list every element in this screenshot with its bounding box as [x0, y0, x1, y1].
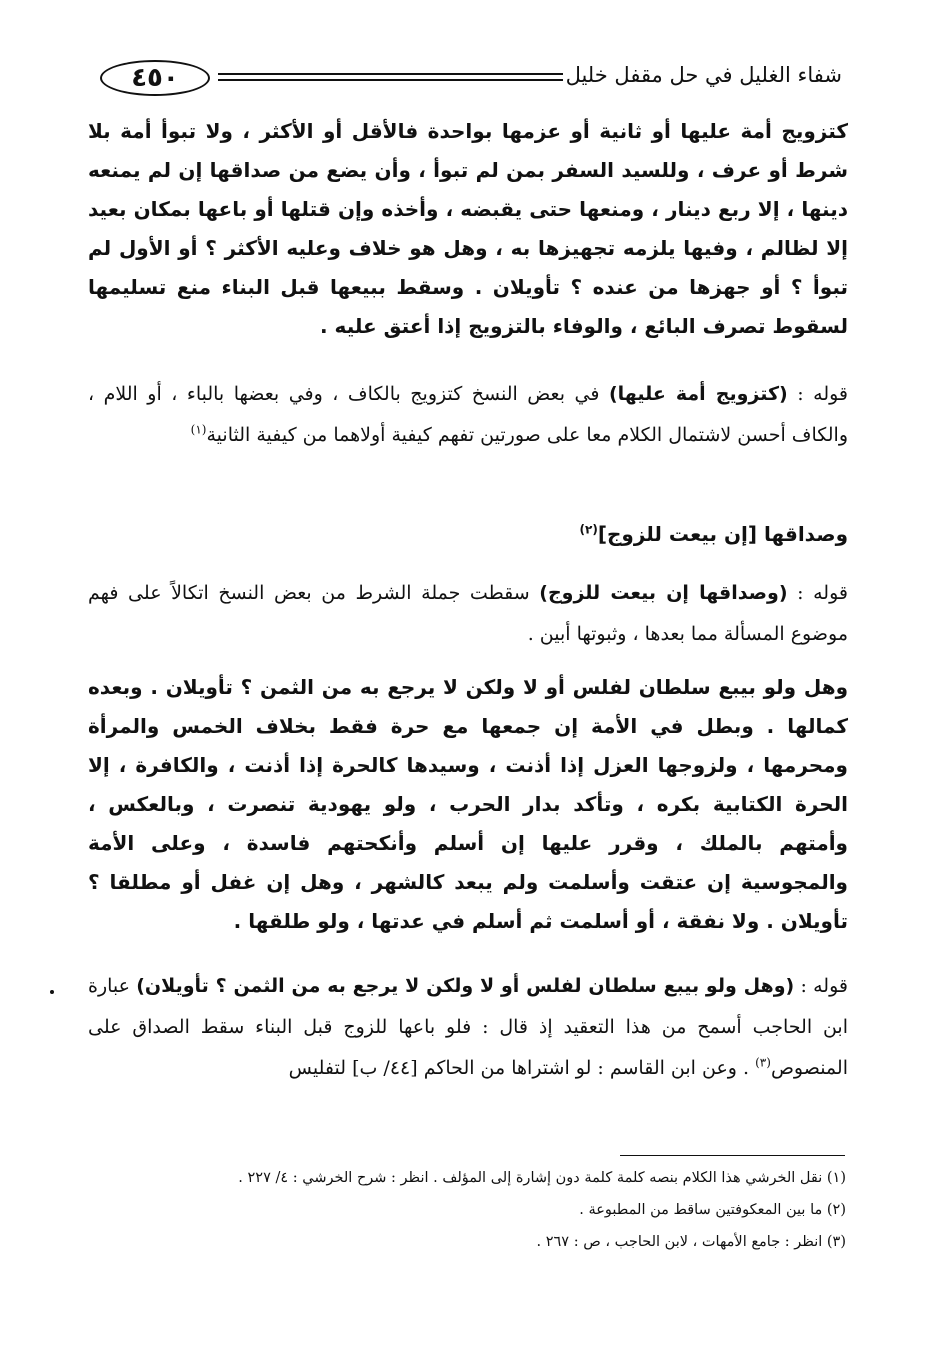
- sharh-paragraph-3: [88, 966, 848, 1089]
- footnote-ref-2: (٢): [579, 522, 598, 537]
- sharh-quote-1: (كتزويج أمة عليها): [608, 383, 788, 405]
- header-rule: [218, 73, 563, 81]
- sharh-prefix-3: قوله :: [800, 975, 848, 997]
- margin-mark: [50, 990, 54, 994]
- page-number: ٤٥٠: [100, 60, 210, 96]
- sharh-prefix-1: قوله :: [797, 383, 849, 405]
- footnote-3: (٣) انظر : جامع الأمهات ، لابن الحاجب ، ص : ٢٦٧ .: [536, 1234, 846, 1250]
- matn-text-2: وصداقها [إن بيعت للزوج]: [597, 522, 848, 546]
- matn-paragraph-3: [88, 668, 848, 941]
- footnote-ref-1: (١): [190, 422, 207, 437]
- footnote-1: (١) نقل الخرشي هذا الكلام بنصه كلمة كلمة دون إشارة إلى المؤلف . انظر : شرح الخرشي : ٤/ ٢٢٧ .: [238, 1170, 846, 1186]
- matn-paragraph-2: [88, 515, 848, 554]
- footnote-ref-3: (٣): [755, 1055, 771, 1070]
- sharh-prefix-2: قوله :: [797, 582, 848, 604]
- sharh-quote-3: (وهل ولو بيبع سلطان لفلس أو لا ولكن لا يرجع به من الثمن ؟ تأويلان): [136, 975, 795, 997]
- sharh-paragraph-1: [88, 374, 848, 456]
- matn-text-1: كتزويج أمة عليها أو ثانية أو عزمها بواحدة فالأقل أو الأكثر ، ولا تبوأ أمة بلا شرط أو عرف ، وللسيد السفر بمن لم تبوأ ، وأن يضع من صداقها إن لم يمنعه دينها ، إلا ربع دينار ، ومنعها حتى يقبضه ، وأخذه وإن قتلها أو باعها بمكان بعيد إلا لظالم ، وفيها يلزمه تجهيزها به ، وهل هو خلاف وعليه الأكثر ؟ أو الأول لم تبوأ ؟ أو جهزها من عنده ؟ تأويلان . وسقط ببيعها قبل البناء منع تسليمها لسقوط تصرف البائع ، والوفاء بالتزويج إذا أعتق عليه .: [88, 119, 848, 338]
- running-title: شفاء الغليل في حل مقفل خليل: [565, 63, 842, 87]
- sharh-text-2: سقطت جملة الشرط من بعض النسخ اتكالاً على فهم موضوع المسألة مما بعدها ، وثبوتها أبين .: [88, 582, 848, 645]
- matn-text-3: وهل ولو بيبع سلطان لفلس أو لا ولكن لا يرجع به من الثمن ؟ تأويلان . وبعده كمالها . وبطل في الأمة إن جمعها مع حرة فقط بخلاف الخمس والمرأة ومحرمها ، ولزوجها العزل إذا أذنت ، وسيدها كالحرة إذا أذنت ، والكافرة ، إلا الحرة الكتابية بكره ، وتأكد بدار الحرب ، ولو يهودية تنصرت ، وبالعكس ، وأمتهم بالملك ، وقرر عليها إن أسلم وأنكحتهم فاسدة ، وعلى الأمة والمجوسية إن عتقت وأسلمت ولم يبعد كالشهر ، وهل إن غفل أو مطلقا ؟ تأويلان . ولا نفقة ، أو أسلمت ثم أسلم في عدتها ، ولو طلقها .: [88, 675, 848, 933]
- footnote-separator: [620, 1155, 845, 1156]
- sharh-quote-2: (وصداقها إن بيعت للزوج): [539, 582, 788, 604]
- sharh-text-1: في بعض النسخ كتزويج بالكاف ، وفي بعضها بالباء ، أو اللام ، والكاف أحسن لاشتمال الكلام معا على صورتين تفهم كيفية أولاهما من كيفية الثانية: [88, 383, 848, 446]
- page-header: [100, 58, 842, 102]
- sharh-text-3b: . وعن ابن القاسم : لو اشتراها من الحاكم [٤٤/ ب] لتفليس: [288, 1057, 750, 1079]
- sharh-text-3: عبارة ابن الحاجب أسمح من هذا التعقيد إذ قال : فلو باعها للزوج قبل البناء سقط الصداق على المنصوص: [88, 975, 848, 1079]
- footnote-2: (٢) ما بين المعكوفتين ساقط من المطبوعة .: [579, 1202, 846, 1218]
- sharh-paragraph-2: [88, 573, 848, 655]
- matn-paragraph-1: [88, 112, 848, 346]
- footnotes: [88, 1162, 846, 1258]
